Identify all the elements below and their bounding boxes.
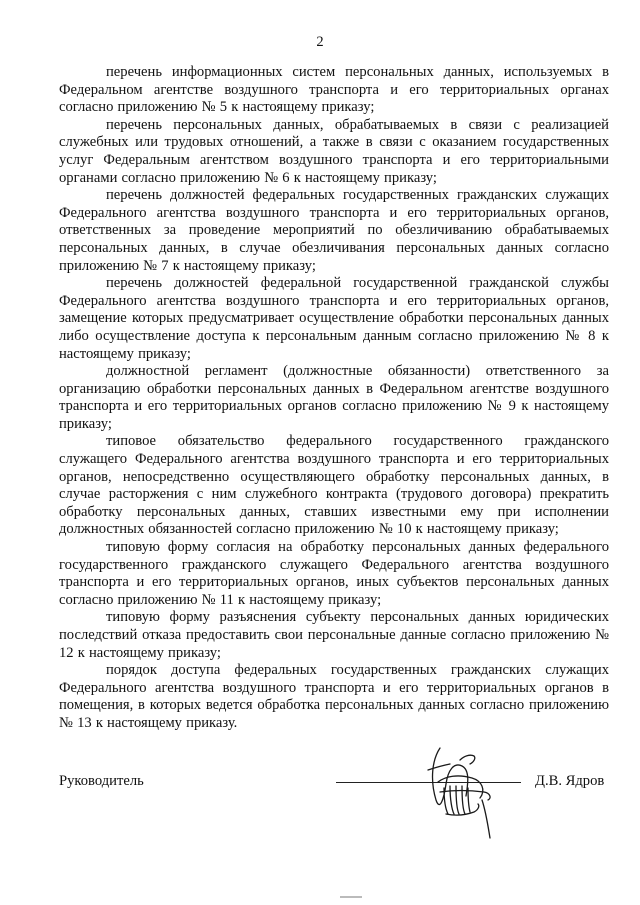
document-body xyxy=(59,64,609,733)
list-item-appendix-7: перечень должностей федеральных государственных гражданских служащих Федерального агентства воздушного транспорта и его территориальных органов, ответственных за проведение мероприятий по обезличиванию обрабатываемых персональных данных, в случае обезличивания персональных данных согласно приложению № 7 к настоящему приказу; xyxy=(59,187,609,274)
list-item-appendix-12: типовую форму разъяснения субъекту персональных данных юридических последствий отказа предоставить свои персональные данные согласно приложению № 12 к настоящему приказу; xyxy=(59,609,609,661)
list-item-appendix-11: типовую форму согласия на обработку персональных данных федерального государственного гражданского служащего Федерального агентства воздушного транспорта и его территориальных органов, иных субъектов персональных данных согласно приложению № 11 к настоящему приказу; xyxy=(59,539,609,608)
list-item-appendix-6: перечень персональных данных, обрабатываемых в связи с реализацией служебных или трудовых отношений, а также в связи с оказанием государственных услуг Федеральным агентством воздушного транспорта и его территориальными органами согласно приложению № 6 к настоящему приказу; xyxy=(59,116,609,186)
signatory-name: Д.В. Ядров xyxy=(535,773,605,789)
signatory-title: Руководитель xyxy=(59,773,144,789)
handwritten-signature xyxy=(410,740,520,850)
list-item-appendix-9: должностной регламент (должностные обязанности) ответственного за организацию обработки персональных данных в Федеральном агентстве воздушного транспорта и его территориальных органов согласно приложению № 9 к настоящему приказу; xyxy=(59,363,609,432)
scan-artifact xyxy=(340,896,362,898)
list-item-appendix-5: перечень информационных систем персональных данных, используемых в Федеральном агентстве воздушного транспорта и его территориальных органах согласно приложению № 5 к настоящему приказу; xyxy=(59,64,609,116)
page-number: 2 xyxy=(316,34,324,50)
list-item-appendix-13: порядок доступа федеральных государственных гражданских служащих Федерального агентства воздушного транспорта и его территориальных органов в помещения, в которых ведется обработка персональных данных согласно приложению № 13 к настоящему приказу. xyxy=(59,662,609,731)
list-item-appendix-10: типовое обязательство федерального государственного гражданского служащего Федерального агентства воздушного транспорта и его территориальных органов, непосредственно осуществляющего обработку персональных данных, в случае расторжения с ним служебного контракта (трудового договора) прекратить обработку персональных данных, ставших известными ему при исполнении должностных обязанностей согласно приложению № 10 к настоящему приказу; xyxy=(59,433,609,538)
signature-block xyxy=(0,740,640,860)
list-item-appendix-8: перечень должностей федеральной государственной гражданской службы Федерального агентства воздушного транспорта и его территориальных органов, замещение которых предусматривает осуществление обработки персональных данных либо осуществление доступа к персональным данным согласно приложению № 8 к настоящему приказу; xyxy=(59,275,609,362)
